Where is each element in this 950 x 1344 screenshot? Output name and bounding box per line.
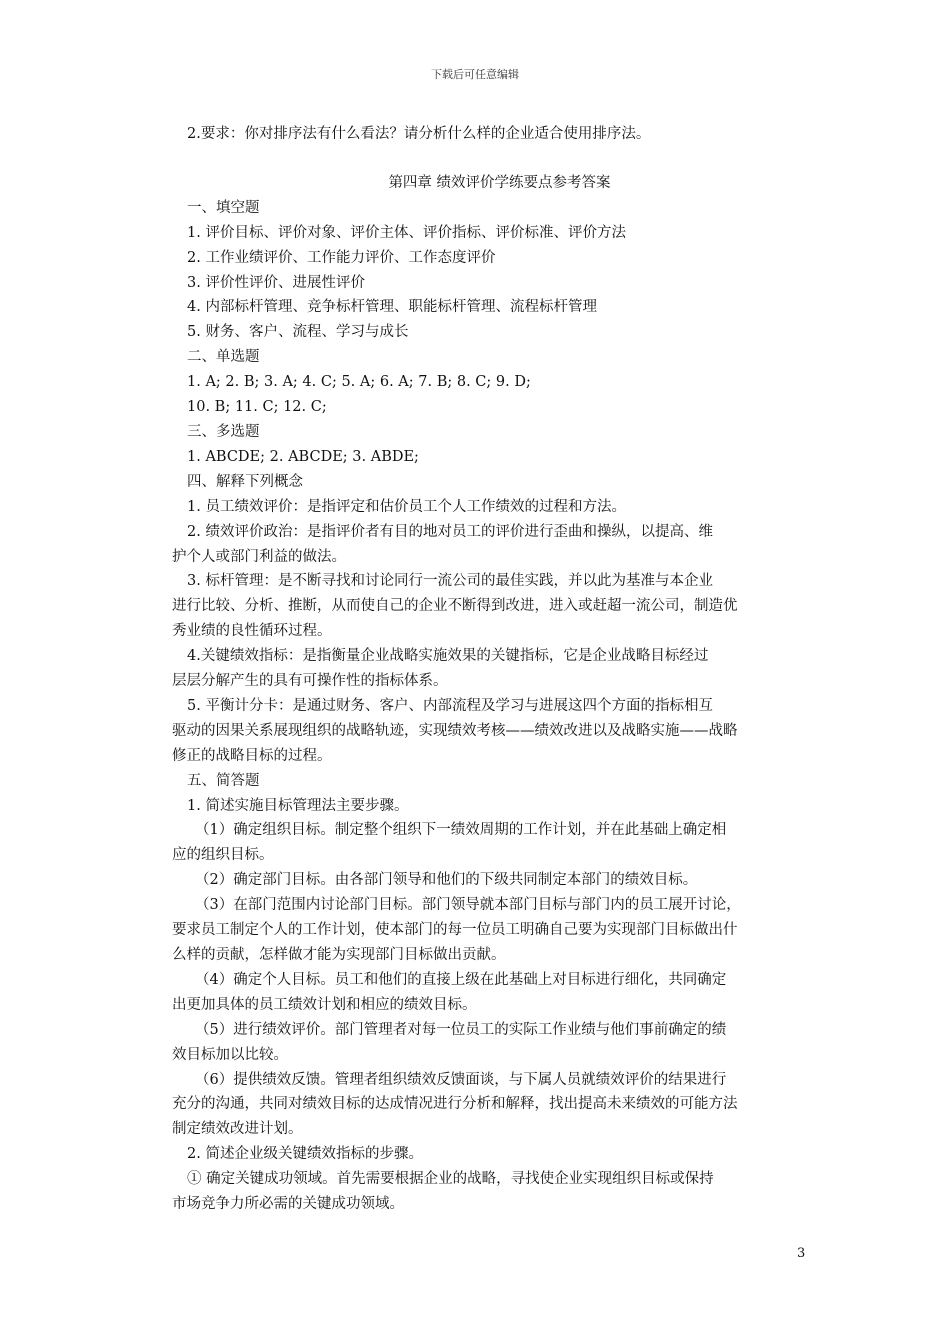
step-line: 出更加具体的员工绩效计划和相应的绩效目标。 xyxy=(172,996,477,1013)
step-line: 效目标加以比较。 xyxy=(172,1046,288,1063)
concept-line: 层层分解产生的具有可操作性的指标体系。 xyxy=(172,673,448,690)
short-question: 1. 简述实施目标管理法主要步骤。 xyxy=(187,797,409,814)
step-line: （1）确定组织目标。制定整个组织下一绩效周期的工作计划，并在此基础上确定相 xyxy=(195,822,727,839)
top-question: 2.要求：你对排序法有什么看法？请分析什么样的企业适合使用排序法。 xyxy=(187,126,651,142)
page-header: 下载后可任意编辑 xyxy=(431,68,519,81)
concept-line: 护个人或部门利益的做法。 xyxy=(172,548,346,565)
single-answers: 10. B; 11. C; 12. C; xyxy=(187,399,327,416)
multi-answers: 1. ABCDE; 2. ABCDE; 3. ABDE; xyxy=(187,448,419,465)
concept-line: 驱动的因果关系展现组织的战略轨迹，实现绩效考核——绩效改进以及战略实施——战略 xyxy=(172,722,738,739)
single-answers: 1. A; 2. B; 3. A; 4. C; 5. A; 6. A; 7. B; 8. C; 9. D; xyxy=(187,374,531,391)
short-question: 2. 简述企业级关键绩效指标的步骤。 xyxy=(187,1146,423,1163)
page-number: 3 xyxy=(797,1246,806,1261)
step-line: ① 确定关键成功领域。首先需要根据企业的战略，寻找使企业实现组织目标或保持 xyxy=(187,1171,714,1188)
fill-item: 1. 评价目标、评价对象、评价主体、评价指标、评价标准、评价方法 xyxy=(187,224,626,241)
section-heading-single: 二、单选题 xyxy=(187,349,260,366)
step-line: 应的组织目标。 xyxy=(172,847,274,864)
step-line: （2）确定部门目标。由各部门领导和他们的下级共同制定本部门的绩效目标。 xyxy=(195,872,698,889)
step-line: 充分的沟通，共同对绩效目标的达成情况进行分析和解释，找出提高未来绩效的可能方法 xyxy=(172,1096,738,1113)
fill-item: 4. 内部标杆管理、竞争标杆管理、职能标杆管理、流程标杆管理 xyxy=(187,299,597,316)
concept-line: 3. 标杆管理：是不断寻找和讨论同行一流公司的最佳实践，并以此为基准与本企业 xyxy=(187,573,713,590)
step-line: 制定绩效改进计划。 xyxy=(172,1121,303,1138)
step-line: 要求员工制定个人的工作计划，使本部门的每一位员工明确自己要为实现部门目标做出什 xyxy=(172,922,738,939)
step-line: （3）在部门范围内讨论部门目标。部门领导就本部门目标与部门内的员工展开讨论， xyxy=(195,897,741,914)
concept-line: 2. 绩效评价政治：是指评价者有目的地对员工的评价进行歪曲和操纵，以提高、维 xyxy=(187,523,713,540)
concept-line: 1. 员工绩效评价：是指评定和估价员工个人工作绩效的过程和方法。 xyxy=(187,498,626,515)
step-line: （6）提供绩效反馈。管理者组织绩效反馈面谈，与下属人员就绩效评价的结果进行 xyxy=(195,1071,727,1088)
fill-item: 2. 工作业绩评价、工作能力评价、工作态度评价 xyxy=(187,249,496,266)
concept-line: 修正的战略目标的过程。 xyxy=(172,747,332,764)
fill-item: 5. 财务、客户、流程、学习与成长 xyxy=(187,324,409,341)
step-line: 么样的贡献，怎样做才能为实现部门目标做出贡献。 xyxy=(172,947,506,963)
section-heading-multi: 三、多选题 xyxy=(187,423,260,440)
chapter-title: 第四章 绩效评价学练要点参考答案 xyxy=(388,174,611,191)
section-heading-short: 五、简答题 xyxy=(187,772,260,789)
document-body xyxy=(172,122,812,1217)
step-line: 市场竞争力所必需的关键成功领域。 xyxy=(172,1196,404,1213)
concept-line: 5. 平衡计分卡：是通过财务、客户、内部流程及学习与进展这四个方面的指标相互 xyxy=(187,697,713,714)
section-heading-concepts: 四、解释下列概念 xyxy=(187,473,303,490)
step-line: （4）确定个人目标。员工和他们的直接上级在此基础上对目标进行细化，共同确定 xyxy=(195,971,727,988)
concept-line: 进行比较、分析、推断，从而使自己的企业不断得到改进，进入或赶超一流公司，制造优 xyxy=(172,598,738,615)
concept-line: 4.关键绩效指标：是指衡量企业战略实施效果的关键指标，它是企业战略目标经过 xyxy=(187,648,709,665)
section-heading-fill: 一、填空题 xyxy=(187,199,260,216)
fill-item: 3. 评价性评价、进展性评价 xyxy=(187,274,365,291)
step-line: （5）进行绩效评价。部门管理者对每一位员工的实际工作业绩与他们事前确定的绩 xyxy=(195,1021,727,1038)
concept-line: 秀业绩的良性循环过程。 xyxy=(172,623,332,640)
